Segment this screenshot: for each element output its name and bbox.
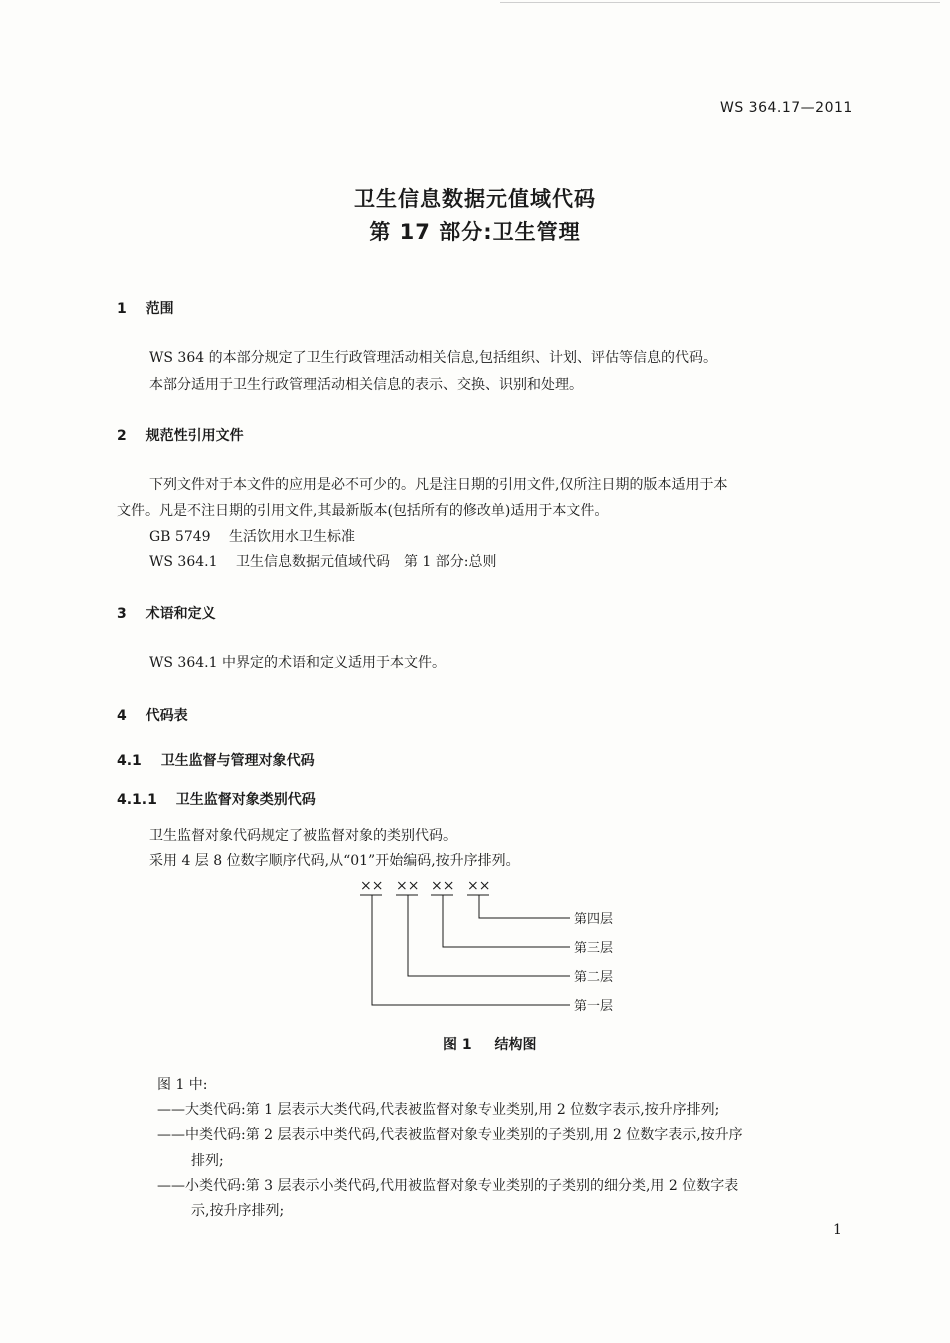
section-1-para-1: WS 364 的本部分规定了卫生行政管理活动相关信息,包括组织、计划、评估等信息的代码。 — [149, 350, 718, 366]
section-2-heading — [117, 425, 244, 445]
page-number: 1 — [833, 1222, 842, 1238]
section-2-para-line1: 下列文件对于本文件的应用是必不可少的。凡是注日期的引用文件,仅所注日期的版本适用于本 — [149, 477, 728, 493]
section-number: 4.1.1 — [117, 792, 157, 808]
reference-title: 生活饮用水卫生标准 — [229, 529, 356, 545]
section-number: 3 — [117, 606, 127, 622]
level-4-label: 第四层 — [574, 912, 614, 927]
section-title: 卫生监督对象类别代码 — [175, 792, 316, 808]
figure-title: 结构图 — [494, 1037, 537, 1053]
section-3-para: WS 364.1 中界定的术语和定义适用于本文件。 — [149, 655, 446, 671]
section-title: 范围 — [145, 301, 174, 317]
note-medium-category-line1: ——中类代码:第 2 层表示中类代码,代表被监督对象专业类别的子类别,用 2 位数字表示,按升序 — [157, 1127, 743, 1143]
scan-edge-line — [500, 2, 940, 3]
connector-level-3 — [443, 895, 570, 947]
reference-gb5749 — [149, 526, 355, 546]
code-structure-diagram — [0, 870, 950, 1020]
section-title: 代码表 — [145, 708, 188, 724]
note-medium-category-line2: 排列; — [191, 1153, 224, 1169]
section-1-heading — [117, 298, 174, 318]
code-digit-pair-1: ×× — [360, 878, 384, 894]
code-digit-pair-2: ×× — [396, 878, 420, 894]
connector-level-1 — [372, 895, 570, 1005]
section-title: 规范性引用文件 — [145, 428, 244, 444]
section-4-1-1-heading — [117, 789, 316, 809]
section-4-heading — [117, 705, 188, 725]
section-number: 4.1 — [117, 753, 142, 769]
connector-level-2 — [408, 895, 570, 976]
doc-title-line2: 第 17 部分:卫生管理 — [369, 220, 581, 244]
code-digit-pair-4: ×× — [467, 878, 491, 894]
reference-code: WS 364.1 — [149, 554, 218, 570]
section-1-para-2: 本部分适用于卫生行政管理活动相关信息的表示、交换、识别和处理。 — [149, 377, 583, 393]
section-title: 卫生监督与管理对象代码 — [160, 753, 315, 769]
note-major-category: ——大类代码:第 1 层表示大类代码,代表被监督对象专业类别,用 2 位数字表示,按升序排列; — [157, 1102, 720, 1118]
section-title: 术语和定义 — [145, 606, 216, 622]
section-number: 1 — [117, 301, 127, 317]
reference-ws364-1 — [149, 551, 497, 571]
code-digit-pair-3: ×× — [431, 878, 455, 894]
level-2-label: 第二层 — [574, 970, 614, 985]
note-minor-category-line1: ——小类代码:第 3 层表示小类代码,代用被监督对象专业类别的子类别的细分类,用 2 位数字表 — [157, 1178, 739, 1194]
section-4-1-1-para-1: 卫生监督对象代码规定了被监督对象的类别代码。 — [149, 828, 457, 844]
section-2-para-line2: 文件。凡是不注日期的引用文件,其最新版本(包括所有的修改单)适用于本文件。 — [117, 503, 609, 519]
section-number: 4 — [117, 708, 127, 724]
notes-intro: 图 1 中: — [157, 1077, 208, 1093]
note-minor-category-line2: 示,按升序排列; — [191, 1203, 285, 1219]
reference-title: 卫生信息数据元值域代码 第 1 部分:总则 — [235, 554, 497, 570]
section-4-1-1-para-2: 采用 4 层 8 位数字顺序代码,从“01”开始编码,按升序排列。 — [149, 853, 520, 869]
section-3-heading — [117, 603, 216, 623]
level-1-label: 第一层 — [574, 999, 614, 1014]
doc-title-line1: 卫生信息数据元值域代码 — [354, 187, 596, 211]
standard-number: WS 364.17—2011 — [720, 100, 853, 116]
section-number: 2 — [117, 428, 127, 444]
figure-caption — [443, 1034, 537, 1054]
connector-level-4 — [479, 895, 570, 918]
figure-number: 图 1 — [443, 1037, 472, 1053]
level-3-label: 第三层 — [574, 941, 614, 956]
reference-code: GB 5749 — [149, 529, 211, 545]
section-4-1-heading — [117, 750, 315, 770]
